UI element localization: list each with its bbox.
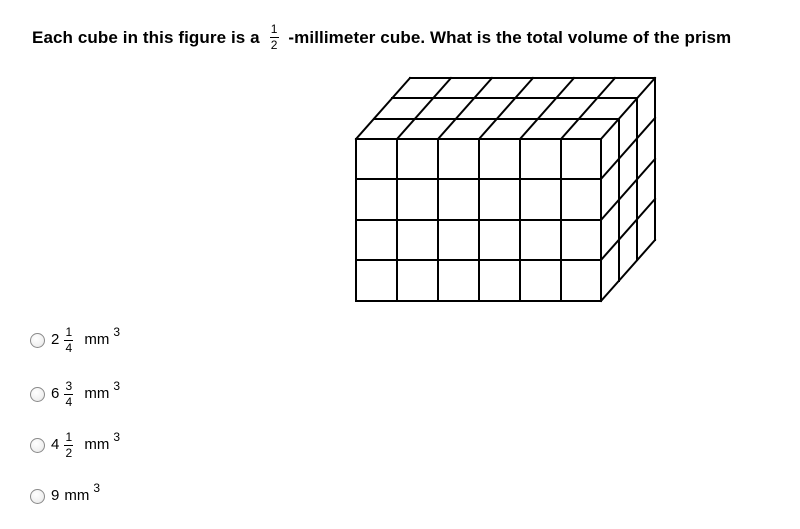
- option-unit: mm: [84, 385, 110, 402]
- radio-button[interactable]: [30, 438, 45, 453]
- question-text: [32, 18, 731, 58]
- fraction-denominator: 2: [65, 445, 73, 460]
- option-exponent: 3: [113, 325, 121, 339]
- prism-lines: [356, 78, 655, 301]
- option-fraction: [64, 326, 73, 355]
- answer-option-3[interactable]: [30, 425, 120, 465]
- option-exponent: 3: [113, 379, 121, 393]
- option-whole: 2: [51, 331, 60, 348]
- question-suffix: -millimeter cube. What is the total volume of the prism: [288, 28, 732, 47]
- prism-figure: [350, 72, 670, 312]
- option-whole: 4: [51, 436, 60, 453]
- option-fraction: [64, 431, 73, 460]
- answer-option-4[interactable]: [30, 476, 100, 516]
- option-exponent: 3: [93, 481, 101, 495]
- fraction-numerator: 1: [65, 324, 73, 339]
- fraction-numerator: 1: [65, 429, 73, 444]
- answer-option-2[interactable]: [30, 374, 120, 414]
- fraction-numerator: 1: [270, 22, 278, 37]
- radio-button[interactable]: [30, 387, 45, 402]
- option-exponent: 3: [113, 430, 121, 444]
- option-whole: 6: [51, 385, 60, 402]
- fraction-denominator: 4: [65, 340, 73, 355]
- fraction-denominator: 4: [65, 394, 73, 409]
- radio-button[interactable]: [30, 333, 45, 348]
- option-unit: mm: [84, 331, 110, 348]
- answer-option-1[interactable]: [30, 320, 120, 360]
- option-unit: mm: [84, 436, 110, 453]
- question-prefix: Each cube in this figure is a: [32, 28, 260, 47]
- fraction-denominator: 2: [270, 38, 278, 53]
- option-value: 9: [51, 487, 60, 504]
- fraction-numerator: 3: [65, 378, 73, 393]
- option-unit: mm: [64, 487, 90, 504]
- question-fraction: [270, 23, 279, 52]
- option-fraction: [64, 380, 73, 409]
- radio-button[interactable]: [30, 489, 45, 504]
